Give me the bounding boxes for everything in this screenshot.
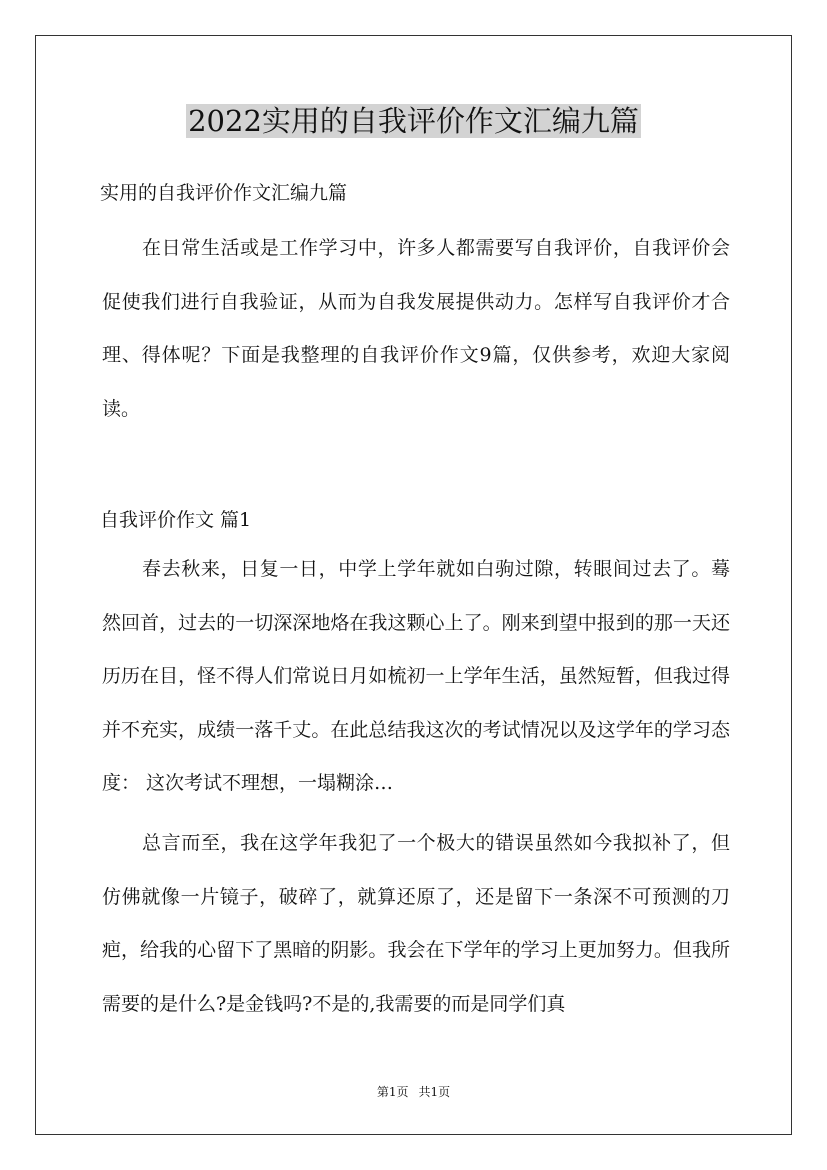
page-footer [0, 1084, 827, 1100]
body-paragraph-2: 总言而至，我在这学年我犯了一个极大的错误虽然如今我拟补了，但仿佛就像一片镜子，破碎了，就算还原了，还是留下一条深不可预测的刀疤，给我的心留下了黑暗的阴影。我会在下学年的学习上更加努力。但我所需要的是什么?是金钱吗?不是的,我需要的而是同学们真 [102, 832, 730, 1015]
section-heading: 自我评价作文 篇1 [100, 509, 252, 531]
body-paragraph-1: 春去秋来，日复一日，中学上学年就如白驹过隙，转眼间过去了。蓦然回首，过去的一切深深地烙在我这颗心上了。刚来到望中报到的那一天还历历在目，怪不得人们常说日月如梳初一上学年生活，虽然短暂，但我过得并不充实，成绩一落千丈。在此总结我这次的考试情况以及这学年的学习态度： 这次考试不理想，一塌糊涂… [102, 558, 730, 794]
document-subtitle: 实用的自我评价作文汇编九篇 [100, 182, 348, 204]
document-title [0, 102, 827, 140]
page-number: 第1页 [376, 1085, 409, 1099]
page-total: 共1页 [418, 1085, 451, 1099]
document-title-text: 2022实用的自我评价作文汇编九篇 [188, 104, 639, 138]
intro-paragraph: 在日常生活或是工作学习中，许多人都需要写自我评价，自我评价会促使我们进行自我验证，从而为自我发展提供动力。怎样写自我评价才合理、得体呢？下面是我整理的自我评价作文9篇，仅供参考，欢迎大家阅读。 [102, 237, 730, 420]
